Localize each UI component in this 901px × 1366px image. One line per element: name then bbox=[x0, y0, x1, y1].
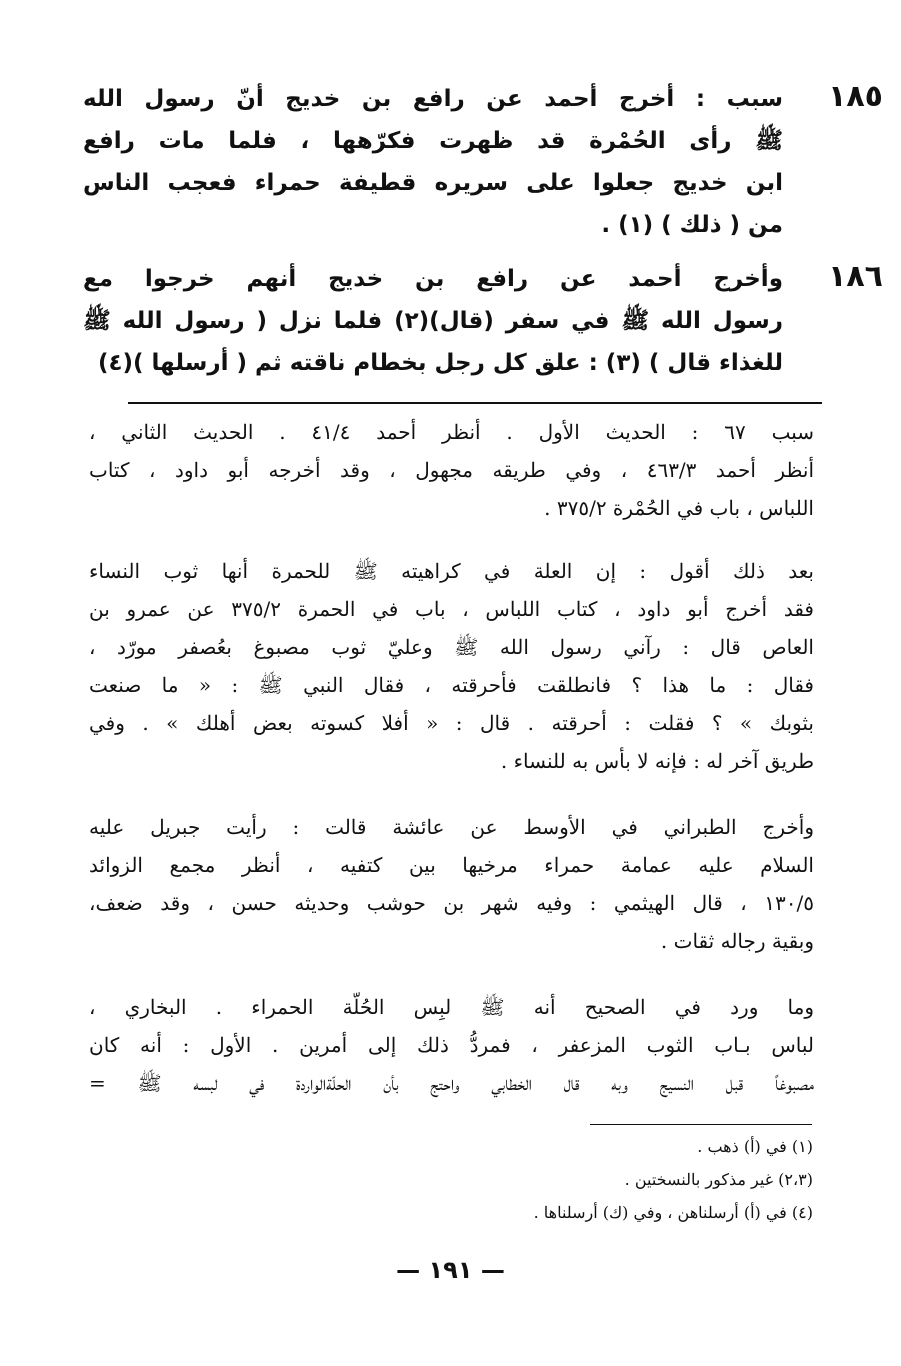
commentary-paragraph bbox=[89, 988, 814, 1102]
commentary-line: فقال : ما هذا ؟ فانطلقت فأحرقته ، فقال النبي ﷺ : « ما صنعت bbox=[89, 673, 814, 697]
entry-185 bbox=[83, 78, 883, 246]
commentary-line: وبقية رجاله ثقات . bbox=[660, 929, 814, 953]
entry-number: ١٨٥ bbox=[828, 79, 883, 114]
commentary-line: فقد أخرج أبو داود ، كتاب اللباس ، باب في الحمرة ٣٧٥/٢ عن عمرو بن bbox=[89, 597, 814, 621]
commentary-paragraph bbox=[89, 808, 814, 960]
commentary-line: العاص قال : رآني رسول الله ﷺ وعليّ ثوب مصبوغ بعُصفر مورّد ، bbox=[89, 635, 814, 659]
footnote: (١) في (أ) ذهب . bbox=[697, 1137, 813, 1156]
entry-line: ابن خديج جعلوا على سريره قطيفة حمراء فعجب الناس bbox=[83, 170, 783, 196]
entry-line: من ( ذلك ) (١) . bbox=[601, 212, 783, 238]
commentary-line: طريق آخر له : فإنه لا بأس به للنساء . bbox=[500, 749, 814, 773]
section-divider bbox=[128, 402, 822, 404]
commentary-line: ١٣٠/٥ ، قال الهيثمي : وفيه شهر بن حوشب وحديثه حسن ، وقد ضعف، bbox=[89, 891, 814, 915]
commentary-line: وما ورد في الصحيح أنه ﷺ لبِس الحُلّة الحمراء . البخاري ، bbox=[89, 995, 814, 1019]
footnotes bbox=[93, 1130, 813, 1229]
commentary-paragraph bbox=[89, 552, 814, 780]
footnote: (٤) في (أ) أرسلناهن ، وفي (ك) أرسلناها . bbox=[533, 1203, 813, 1222]
commentary-line: اللباس ، باب في الحُمْرة ٣٧٥/٢ . bbox=[544, 496, 814, 520]
commentary-line: مصبوغاً قبل النسيج وبه قال الخطابي واحتج بأن الحلّةالواردة في لبسه ﷺ = bbox=[89, 1071, 814, 1095]
entry-line: وأخرج أحمد عن رافع بن خديج أنهم خرجوا مع bbox=[83, 266, 783, 292]
commentary-line: بعد ذلك أقول : إن العلة في كراهيته ﷺ للحمرة أنها ثوب النساء bbox=[89, 559, 814, 583]
commentary-line: سبب ٦٧ : الحديث الأول . أنظر أحمد ٤١/٤ . الحديث الثاني ، bbox=[89, 420, 814, 444]
commentary-line: أنظر أحمد ٤٦٣/٣ ، وفي طريقه مجهول ، وقد أخرجه أبو داود ، كتاب bbox=[89, 458, 814, 482]
entry-line: سبب : أخرج أحمد عن رافع بن خديج أنّ رسول الله bbox=[83, 86, 783, 112]
footnote: (٢،٣) غير مذكور بالنسختين . bbox=[624, 1170, 813, 1189]
entry-number: ١٨٦ bbox=[828, 259, 883, 294]
page-number: — ١٩١ — bbox=[396, 1256, 505, 1284]
commentary-paragraph bbox=[89, 413, 814, 527]
entry-text bbox=[83, 258, 783, 384]
footnote-divider bbox=[590, 1124, 812, 1125]
entry-line: ﷺ رأى الحُمْرة قد ظهرت فكرّهها ، فلما مات رافع bbox=[83, 128, 783, 154]
commentary-line: وأخرج الطبراني في الأوسط عن عائشة قالت : رأيت جبريل عليه bbox=[89, 815, 814, 839]
commentary-line: بثوبك » ؟ فقلت : أحرقته . قال : « أفلا كسوته بعض أهلك » . وفي bbox=[89, 711, 814, 735]
commentary-line: لباس بـاب الثوب المزعفر ، فمردُّ ذلك إلى أمرين . الأول : أنه كان bbox=[89, 1033, 814, 1057]
commentary-line: السلام عليه عمامة حمراء مرخيها بين كتفيه ، أنظر مجمع الزوائد bbox=[89, 853, 814, 877]
entry-text bbox=[83, 78, 783, 246]
entry-186 bbox=[83, 258, 883, 384]
entry-line: للغذاء قال ) (٣) : علق كل رجل بخطام ناقته ثم ( أرسلها )(٤) bbox=[97, 350, 783, 376]
entry-line: رسول الله ﷺ في سفر (قال)(٢) فلما نزل ( رسول الله ﷺ bbox=[83, 308, 783, 334]
